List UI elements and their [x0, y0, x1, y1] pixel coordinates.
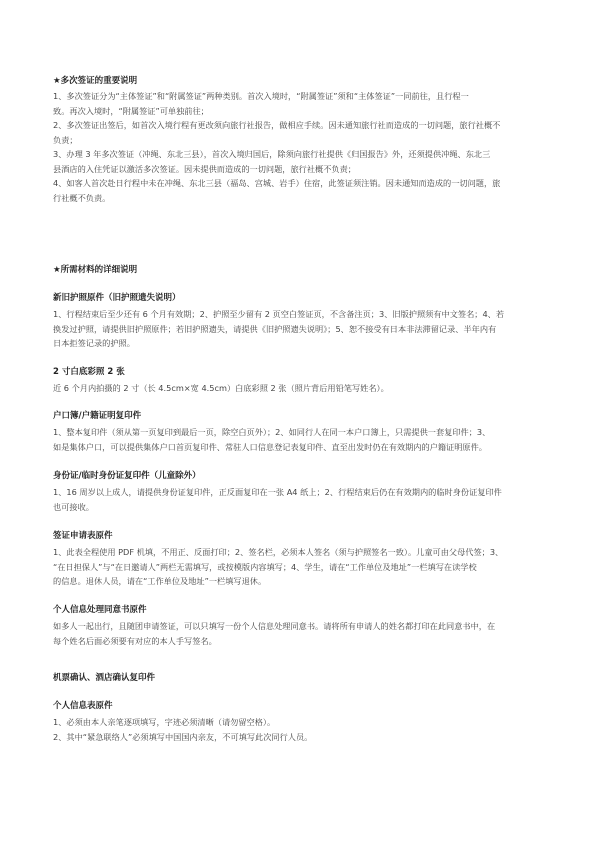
ticket-title: 机票确认、酒店确认复印件	[53, 673, 156, 683]
paragraph-line: 1、整本复印件（须从第一页复印到最后一页，除空白页外）；2、如同行人在同一本户口簿上，只需提供一套复印件；3、	[53, 427, 491, 437]
paragraph-line: 近 6 个月内拍摄的 2 寸（长 4.5cm×宽 4.5cm）白底彩照 2 张（照片背后用铅笔写姓名）。	[53, 383, 389, 393]
ticket-item	[53, 672, 558, 684]
paragraph-line: 4、如客人首次赴日行程中未在冲绳、东北三县（福岛、宫城、岩手）住宿，此签证须注销。因未通知而造成的一切问题，旅	[53, 178, 501, 188]
info-form-item	[53, 700, 558, 744]
privacy-item	[53, 604, 558, 648]
paragraph-line: 县酒店的入住凭证以激活多次签证。因未提供而造成的一切问题，旅行社概不负责；	[53, 163, 356, 174]
passport-item	[53, 292, 558, 351]
application-item	[53, 530, 558, 589]
multi-visa-heading: ★多次签证的重要说明	[53, 76, 138, 86]
materials-section	[53, 264, 558, 276]
photo-item	[53, 366, 558, 396]
hukou-title: 户口簿/户籍证明复印件	[53, 411, 142, 421]
paragraph-line: 也可接收。	[53, 501, 94, 512]
paragraph-line: 每个姓名后面必须要有对应的本人手写签名。	[53, 635, 217, 646]
paragraph-line: 日本拒签记录的护照。	[53, 338, 135, 348]
paragraph-line: 行社概不负责。	[53, 192, 111, 203]
paragraph-line: 的信息。退休人员，请在“工作单位及地址”一栏填写退休。	[53, 576, 267, 586]
paragraph-line: 负责；	[53, 134, 78, 145]
multi-visa-body	[53, 89, 558, 205]
paragraph-line: 1、必须由本人亲笔逐项填写，字迹必须清晰（请勿留空格）。	[53, 717, 276, 727]
idcard-item	[53, 470, 558, 514]
paragraph-line: 1、16 周岁以上成人，请提供身份证复印件，正反面复印在一张 A4 纸上；2、行程结束后仍在有效期内的临时身份证复印件	[53, 487, 502, 497]
info-form-title: 个人信息表原件	[53, 701, 113, 711]
paragraph-line: 换发过护照，请提供旧护照原件；若旧护照遗失，请提供《旧护照遗失说明》；5、恕不接受有日本非法滞留记录、半年内有	[53, 323, 497, 334]
paragraph-line: 1、行程结束后至少还有 6 个月有效期；2、护照至少留有 2 页空白签证页，不含备注页；3、旧版护照须有中文签名；4、若	[53, 309, 505, 319]
paragraph-line: 如多人一起出行，且随团申请签证，可以只填写一份个人信息处理同意书。请将所有申请人的姓名都打印在此同意书中，在	[53, 621, 496, 631]
paragraph-line: 3、办理 3 年多次签证（冲绳、东北三县），首次入境归国后，除须向旅行社提供《归国报告》外，还须提供冲绳、东北三	[53, 149, 491, 159]
multi-visa-section	[53, 75, 558, 87]
passport-title: 新旧护照原件（旧护照遗失说明）	[53, 293, 181, 303]
materials-heading: ★所需材料的详细说明	[53, 265, 138, 275]
paragraph-line: 2、多次签证出签后，如首次入境行程有更改须向旅行社报告，做相应手续。因未通知旅行社而造成的一切问题，旅行社概不	[53, 120, 501, 130]
paragraph-line: 如是集体户口，可以提供集体户口首页复印件、常驻人口信息登记表复印件、直至出发时仍在有效期内的户籍证明原件。	[53, 441, 487, 452]
paragraph-line: 1、此表全程使用 PDF 机填，不用正、反面打印；2、签名栏，必须本人签名（须与护照签名一致）。儿童可由父母代签；3、	[53, 547, 504, 557]
application-title: 签证申请表原件	[53, 531, 113, 541]
paragraph-line: 致。再次入境时，“附属签证”可单独前往；	[53, 105, 209, 116]
privacy-title: 个人信息处理同意书原件	[53, 605, 147, 615]
hukou-item	[53, 410, 558, 454]
paragraph-line: 2、其中“紧急联络人”必须填写中国国内亲友，不可填写此次同行人员。	[53, 731, 313, 742]
paragraph-line: “在日担保人”与“在日邀请人”两栏无需填写，或按模版内容填写；4、学生，请在“工作单位及地址”一栏填写在读学校	[53, 561, 477, 572]
idcard-title: 身份证/临时身份证复印件（儿童除外）	[53, 471, 201, 481]
paragraph-line: 1、多次签证分为“主体签证”和“附属签证”两种类别。首次入境时，“附属签证”须和“主体签证”一同前往，且行程一	[53, 91, 469, 101]
photo-title: 2 寸白底彩照 2 张	[53, 367, 125, 377]
